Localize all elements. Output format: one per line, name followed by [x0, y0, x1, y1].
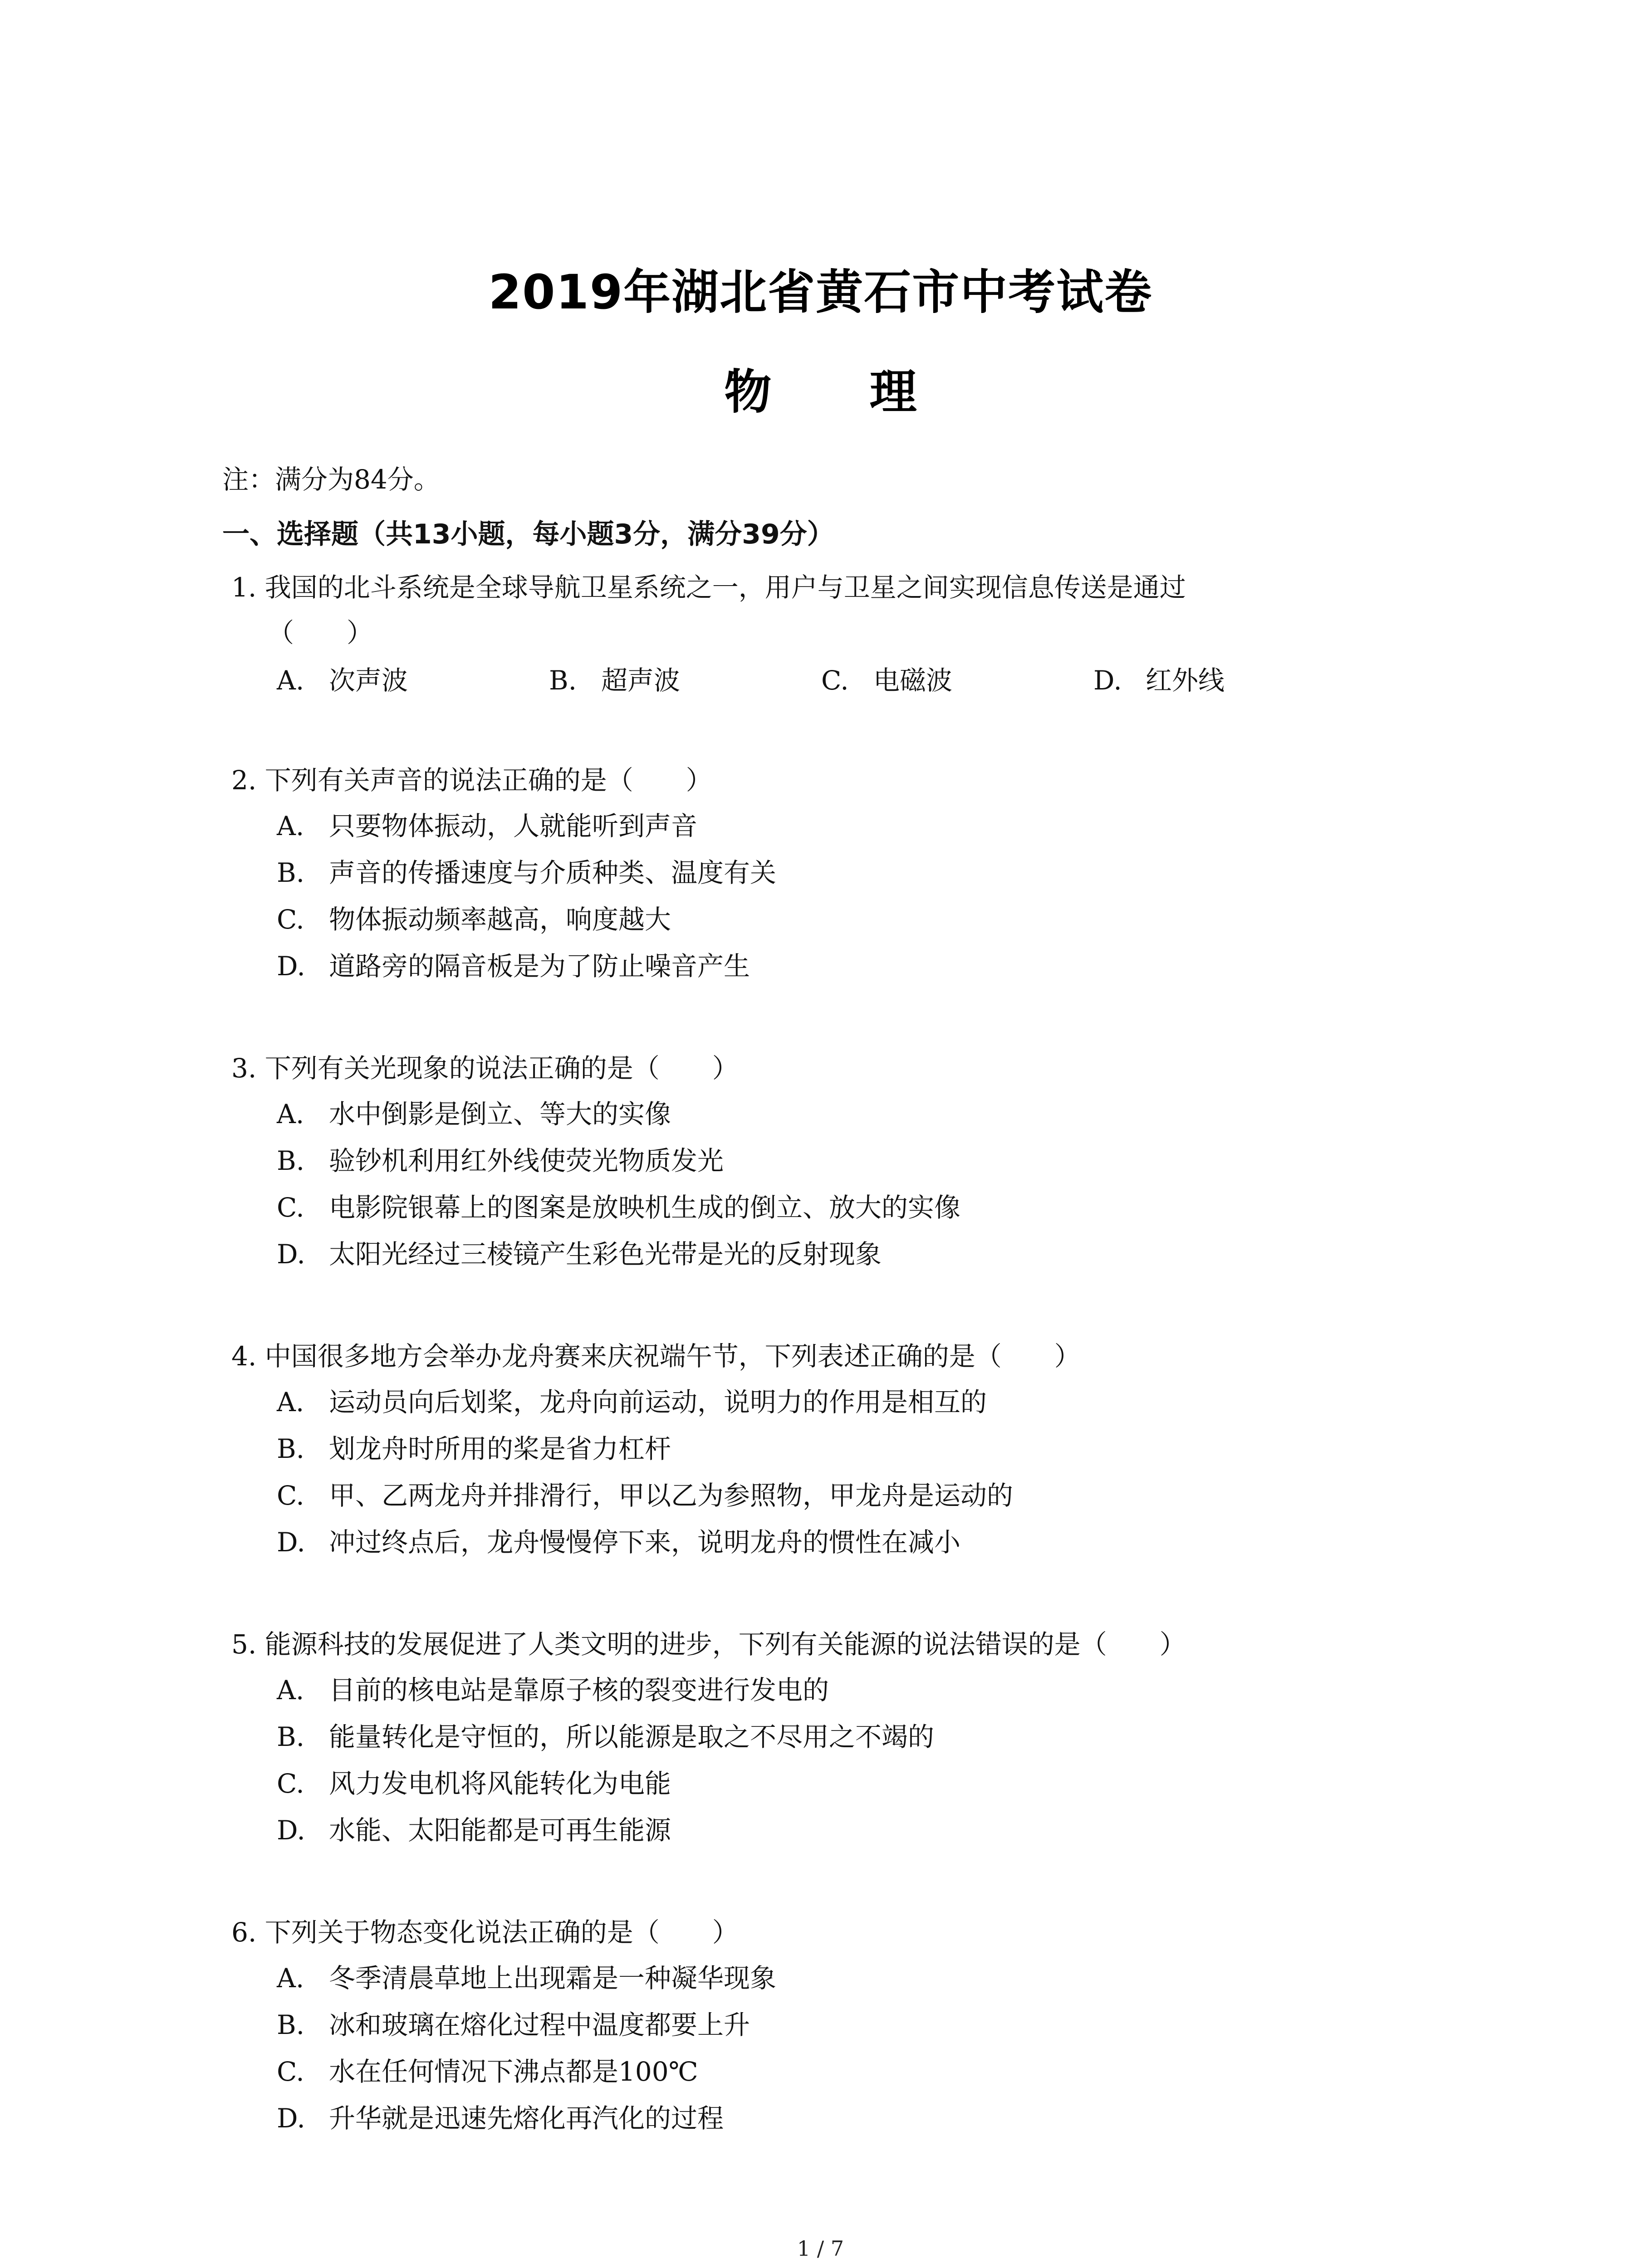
question-number: 1.	[231, 572, 257, 603]
option-a: A. 只要物体振动，人就能听到声音	[277, 811, 698, 841]
section-heading: 一、选择题（共13小题，每小题3分，满分39分）	[222, 518, 834, 550]
question-4	[231, 1334, 1456, 1566]
question-stem: 我国的北斗系统是全球导航卫星系统之一，用户与卫星之间实现信息传送是通过	[265, 572, 1186, 603]
question-number: 5.	[231, 1629, 257, 1660]
question-stem: 下列有关声音的说法正确的是（ ）	[265, 765, 712, 796]
option-a: A. 水中倒影是倒立、等大的实像	[277, 1099, 671, 1129]
option-b: B. 声音的传播速度与介质种类、温度有关	[277, 857, 777, 888]
option-b: B. 超声波	[549, 665, 681, 696]
answer-blank: （ ）	[268, 617, 373, 648]
option-a: A. 运动员向后划桨，龙舟向前运动，说明力的作用是相互的	[277, 1387, 987, 1418]
question-stem: 中国很多地方会举办龙舟赛来庆祝端午节，下列表述正确的是（ ）	[265, 1341, 1081, 1372]
option-a: A. 次声波	[277, 665, 408, 696]
question-stem: 下列有关光现象的说法正确的是（ ）	[265, 1053, 739, 1084]
option-b: B. 划龙舟时所用的桨是省力杠杆	[277, 1433, 671, 1464]
option-d: D. 升华就是迅速先熔化再汽化的过程	[277, 2103, 724, 2134]
score-note: 注：满分为84分。	[222, 464, 440, 495]
question-6	[231, 1910, 1456, 2142]
question-stem: 能源科技的发展促进了人类文明的进步，下列有关能源的说法错误的是（ ）	[265, 1629, 1186, 1660]
option-a: A. 冬季清晨草地上出现霜是一种凝华现象	[277, 1963, 777, 1994]
question-stem: 下列关于物态变化说法正确的是（ ）	[265, 1917, 739, 1948]
option-c: C. 水在任何情况下沸点都是100℃	[277, 2056, 698, 2087]
option-a: A. 目前的核电站是靠原子核的裂变进行发电的	[277, 1675, 829, 1706]
question-3	[231, 1046, 1456, 1278]
question-5	[231, 1622, 1456, 1854]
page-number: 1 / 7	[797, 2236, 844, 2261]
option-c: C. 电影院银幕上的图案是放映机生成的倒立、放大的实像	[277, 1192, 961, 1223]
question-number: 4.	[231, 1341, 257, 1372]
option-c: C. 物体振动频率越高，响度越大	[277, 904, 671, 935]
question-number: 3.	[231, 1053, 257, 1084]
option-b: B. 验钞机利用红外线使荧光物质发光	[277, 1145, 724, 1176]
question-2	[231, 758, 1456, 990]
option-c: C. 电磁波	[821, 665, 953, 696]
question-number: 6.	[231, 1917, 257, 1948]
option-row	[231, 655, 1456, 705]
option-b: B. 冰和玻璃在熔化过程中温度都要上升	[277, 2009, 750, 2040]
option-d: D. 道路旁的隔音板是为了防止噪音产生	[277, 951, 750, 982]
option-d: D. 太阳光经过三棱镜产生彩色光带是光的反射现象	[277, 1239, 882, 1270]
option-c: C. 风力发电机将风能转化为电能	[277, 1768, 671, 1799]
option-b: B. 能量转化是守恒的，所以能源是取之不尽用之不竭的	[277, 1721, 935, 1752]
question-1	[231, 565, 1456, 705]
subject-title: 物 理	[724, 364, 958, 420]
option-d: D. 冲过终点后，龙舟慢慢停下来，说明龙舟的惯性在减小	[277, 1527, 961, 1558]
question-number: 2.	[231, 765, 257, 796]
exam-title: 2019年湖北省黄石市中考试卷	[488, 264, 1153, 320]
option-d: D. 水能、太阳能都是可再生能源	[277, 1815, 671, 1846]
option-d: D. 红外线	[1093, 665, 1225, 696]
option-c: C. 甲、乙两龙舟并排滑行，甲以乙为参照物，甲龙舟是运动的	[277, 1480, 1014, 1511]
